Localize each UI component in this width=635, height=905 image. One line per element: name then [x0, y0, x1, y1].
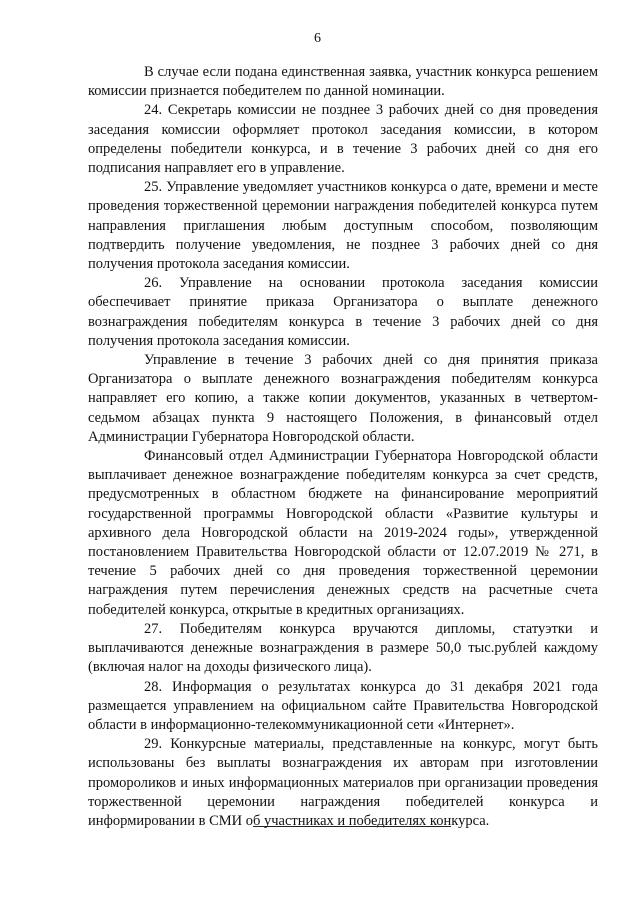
page-number: 6 — [314, 31, 321, 46]
paragraph-28: 28. Информация о результатах конкурса до 31 декабря 2021 года размещается управлением на официальном сайте Правительства Новгородской области в информационно-телекоммуникационной сети «Интернет». — [88, 678, 598, 733]
paragraph-26: 26. Управление на основании протокола заседания комиссии обеспечивает принятие приказа Организатора о выплате денежного вознаграждения победителям конкурса в течение 3 рабочих дней со дня получения протокола заседания комиссии. — [88, 275, 598, 349]
end-of-text-rule — [253, 826, 451, 827]
paragraph-25: 25. Управление уведомляет участников конкурса о дате, времени и месте проведения торжественной церемонии награждения победителей конкурса путем направления приглашения любым доступным способом, позволяющим подтвердить получение уведомления, не позднее 3 рабочих дней со дня получения протокола заседания комиссии. — [88, 179, 598, 273]
paragraph-single-application: В случае если подана единственная заявка, участник конкурса решением комиссии признается победителем по данной номинации. — [88, 64, 598, 100]
paragraph-26-copy-transfer: Управление в течение 3 рабочих дней со дня принятия приказа Организатора о выплате денежного вознаграждения победителям конкурса направляет его копию, а также копии документов, указанных в четвертом-седьмом абзацах пункта 9 настоящего Положения, в финансовый отдел Администрации Губернатора Новгородской области. — [88, 352, 598, 445]
paragraph-27: 27. Победителям конкурса вручаются дипломы, статуэтки и выплачиваются денежные вознаграждения в размере 50,0 тыс.рублей каждому (включая налог на доходы физического лица). — [88, 620, 598, 676]
paragraph-24: 24. Секретарь комиссии не позднее 3 рабочих дней со дня проведения заседания комиссии оформляет протокол заседания комиссии, в котором определены победители конкурса, и в течение 3 рабочих дней со дня его подписания направляет его в управление. — [88, 102, 598, 177]
document-body — [88, 63, 598, 831]
paragraph-29: 29. Конкурсные материалы, представленные на конкурс, могут быть использованы без выплаты вознаграждения их авторам при изготовлении промороликов и иных информационных материалов при организации проведения торжественной церемонии награждения победителей конкурса и информировании в СМИ об участниках и победителях конкурса. — [88, 736, 598, 829]
paragraph-26-payment: Финансовый отдел Администрации Губернатора Новгородской области выплачивает денежное вознаграждение победителям конкурса за счет средств, предусмотренных в областном бюджете на финансирование мероприятий государственной программы Новгородской области «Развитие культуры и архивного дела Новгородской области на 2019-2024 годы», утвержденной постановлением Правительства Новгородской области от 12.07.2019 № 271, в течение 5 рабочих дней со дня проведения торжественной церемонии награждения путем перечисления денежных средств на расчетные счета победителей конкурса, открытые в кредитных организациях. — [88, 448, 598, 618]
